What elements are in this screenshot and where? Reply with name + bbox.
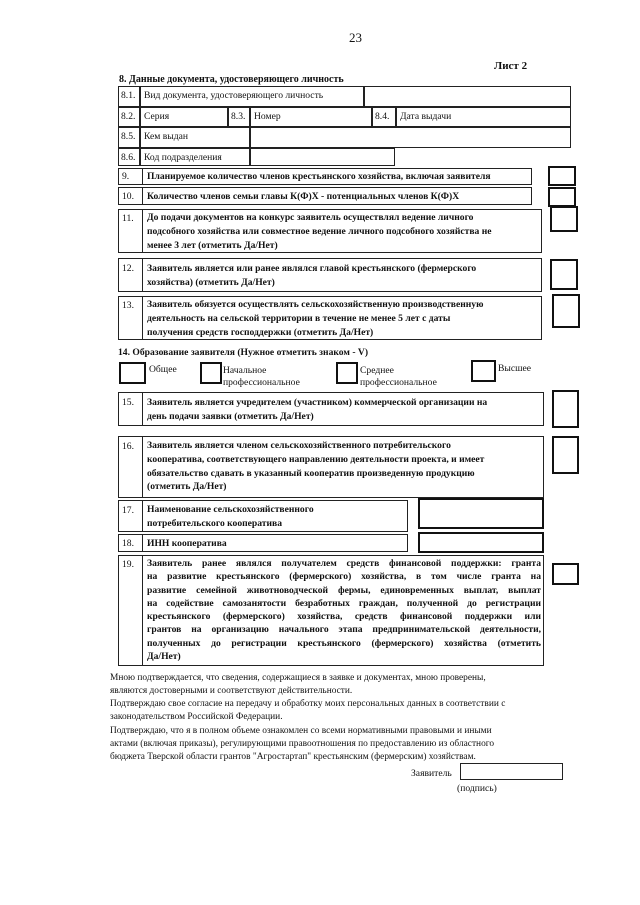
- item-9-answer-box[interactable]: [548, 166, 576, 186]
- row-number: 8.3.: [231, 111, 246, 122]
- text-line: на содействие самозанятости безработных граждан, полученной до регистрации: [147, 597, 541, 609]
- item-16-answer-box[interactable]: [552, 436, 579, 474]
- text-line: полученных до регистрации крестьянского (фермерского) хозяйства (отметить: [147, 637, 541, 649]
- issue-date-label-cell: [396, 107, 571, 127]
- page-number: 23: [349, 30, 362, 45]
- item-number: 18.: [122, 538, 134, 549]
- item-number: 16.: [122, 441, 134, 452]
- text-line: развитие семейной животноводческой фермы, единовременных выплат, выплат: [147, 584, 541, 596]
- item-11-text: [147, 212, 492, 251]
- row-8-5-number-cell: [118, 127, 140, 148]
- number-label: Номер: [254, 111, 281, 122]
- text-line: Наименование сельскохозяйственного: [147, 504, 314, 515]
- item-19-text: [147, 558, 541, 664]
- item-15-row: [118, 392, 544, 426]
- text-line: Да/Нет): [147, 651, 181, 663]
- sheet-label: Лист 2: [494, 60, 528, 72]
- text-line: являются достоверными и соответствуют действительности.: [110, 686, 353, 696]
- signature-field[interactable]: [460, 763, 563, 780]
- text-line: Заявитель является членом сельскохозяйственного потребительского: [147, 440, 451, 451]
- text-line: Заявитель является или ранее являлся главой крестьянского (фермерского: [147, 263, 477, 274]
- document-type-field[interactable]: [364, 86, 571, 107]
- item-13-answer-box[interactable]: [552, 294, 580, 328]
- text-line: Заявитель является учредителем (участником) коммерческой организации на: [147, 397, 488, 408]
- row-number: 8.6.: [121, 152, 136, 163]
- division-code-field[interactable]: [250, 148, 395, 166]
- item-11-row: [118, 209, 542, 253]
- item-number: 19.: [122, 559, 134, 570]
- item-17-row: [118, 500, 408, 532]
- text-line: Подтверждаю свое согласие на передачу и обработку моих персональных данных в соответствии с: [110, 699, 506, 709]
- item-10-row: [118, 187, 532, 205]
- education-secondary-vocational-checkbox[interactable]: [336, 362, 358, 384]
- text-line: кооператива, соответствующего направлению деятельности проекта, и имеет: [147, 453, 485, 465]
- issued-by-label: Кем выдан: [144, 131, 189, 142]
- acknowledgement-paragraph: [110, 725, 494, 764]
- division-code-label: Код подразделения: [144, 152, 222, 163]
- item-13-text: [147, 299, 483, 338]
- document-type-label: Вид документа, удостоверяющего личность: [144, 90, 324, 101]
- row-8-1-number-cell: [118, 86, 140, 107]
- text-line: менее 3 лет (отметить Да/Нет): [147, 239, 278, 251]
- item-18-text: ИНН кооператива: [147, 538, 227, 549]
- row-8-2-number-cell: [118, 107, 140, 127]
- item-15-answer-box[interactable]: [552, 390, 579, 428]
- education-general-label: Общее: [149, 364, 177, 375]
- item-9-row: [118, 168, 532, 185]
- text-line: получения средств господдержки (отметить Да/Нет): [147, 326, 374, 338]
- text-line: Заявитель ранее являлся получателем средств финансовой поддержки: гранта: [147, 558, 541, 569]
- issued-by-field[interactable]: [250, 127, 571, 148]
- row-number: 8.1.: [121, 90, 136, 101]
- row-number: 8.2.: [121, 111, 136, 122]
- applicant-label: Заявитель: [411, 768, 452, 779]
- item-12-row: [118, 258, 542, 292]
- row-number: 8.4.: [375, 111, 390, 122]
- item-16-text: [147, 440, 484, 493]
- row-8-6-number-cell: [118, 148, 140, 166]
- item-19-row: [118, 555, 544, 666]
- item-18-row: [118, 534, 408, 552]
- item-number: 9.: [122, 171, 130, 182]
- item-9-text: Планируемое количество членов крестьянского хозяйства, включая заявителя: [147, 171, 491, 182]
- text-line: актами (включая приказы), регулирующими правоотношения по предоставлению из областного: [110, 739, 495, 749]
- issue-date-label: Дата выдачи: [400, 111, 452, 122]
- item-12-text: [147, 263, 476, 289]
- education-general-checkbox[interactable]: [119, 362, 146, 384]
- text-line: Заявитель обязуется осуществлять сельскохозяйственную производственную: [147, 299, 484, 310]
- row-8-3-number-cell: [228, 107, 250, 127]
- signature-caption: (подпись): [457, 783, 497, 794]
- issued-by-label-cell: [140, 127, 250, 148]
- education-primary-vocational-label-line2: профессиональное: [223, 377, 300, 388]
- text-line: день подачи заявки (отметить Да/Нет): [147, 410, 314, 422]
- item-10-answer-box[interactable]: [548, 187, 576, 207]
- item-13-row: [118, 296, 542, 340]
- number-label-cell: [250, 107, 372, 127]
- section-8-title: 8. Данные документа, удостоверяющего личность: [119, 74, 344, 85]
- item-11-answer-box[interactable]: [550, 206, 578, 232]
- item-14-title: 14. Образование заявителя (Нужное отметить знаком - V): [118, 347, 369, 358]
- confirmation-paragraph-1: [110, 672, 486, 698]
- text-line: обязательство сдавать в указанный кооператив произведенную продукцию: [147, 467, 475, 479]
- series-label: Серия: [144, 111, 170, 122]
- item-number: 15.: [122, 397, 134, 408]
- series-label-cell: [140, 107, 228, 127]
- cooperative-name-field[interactable]: [418, 498, 544, 529]
- consent-paragraph: [110, 698, 505, 724]
- item-number: 12.: [122, 263, 134, 274]
- text-line: потребительского кооператива: [147, 517, 283, 529]
- text-line: подсобного хозяйства или совместное ведение личного подсобного хозяйства не: [147, 225, 492, 237]
- education-secondary-vocational-label: Среднее: [360, 365, 394, 376]
- text-line: бюджета Тверской области грантов "Агростартап" крестьянским (фермерским) хозяйствам.: [110, 752, 476, 762]
- text-line: Подтверждаю, что я в полном объеме ознакомлен со всеми нормативными правовыми и иными: [110, 726, 492, 736]
- text-line: хозяйства) (отметить Да/Нет): [147, 276, 275, 288]
- education-higher-label: Высшее: [498, 363, 532, 374]
- item-number: 17.: [122, 505, 134, 516]
- cooperative-inn-field[interactable]: [418, 532, 544, 553]
- text-line: (отметить Да/Нет): [147, 481, 227, 493]
- row-number: 8.5.: [121, 131, 136, 142]
- education-primary-vocational-label: Начальное: [223, 365, 267, 376]
- text-line: на развитие крестьянского (фермерского) хозяйства, в том числе гранта на: [147, 571, 541, 583]
- text-line: грантов на организацию начального этапа предпринимательской деятельности,: [147, 624, 541, 636]
- item-number: 13.: [122, 300, 134, 311]
- education-primary-vocational-checkbox[interactable]: [200, 362, 222, 384]
- text-line: Мною подтверждается, что сведения, содержащиеся в заявке и документах, мною проверены,: [110, 673, 486, 683]
- item-17-text: [147, 504, 314, 530]
- education-secondary-vocational-label-line2: профессиональное: [360, 377, 437, 388]
- item-15-text: [147, 397, 487, 423]
- text-line: крестьянского (фермерского) хозяйства, средств финансовой поддержки или: [147, 611, 541, 623]
- item-16-row: [118, 436, 544, 498]
- text-line: законодательством Российской Федерации.: [110, 712, 283, 722]
- item-10-text: Количество членов семьи главы К(Ф)Х - потенциальных членов К(Ф)Х: [147, 191, 460, 202]
- row-8-1-label-cell: [140, 86, 364, 107]
- row-8-4-number-cell: [372, 107, 396, 127]
- item-12-answer-box[interactable]: [550, 259, 578, 290]
- text-line: До подачи документов на конкурс заявитель осуществлял ведение личного: [147, 212, 474, 223]
- division-code-label-cell: [140, 148, 250, 166]
- text-line: деятельность на сельской территории в течение не менее 5 лет с даты: [147, 312, 451, 324]
- item-number: 10.: [122, 191, 134, 202]
- education-higher-checkbox[interactable]: [471, 360, 496, 382]
- item-19-answer-box[interactable]: [552, 563, 579, 585]
- item-number: 11.: [122, 213, 134, 224]
